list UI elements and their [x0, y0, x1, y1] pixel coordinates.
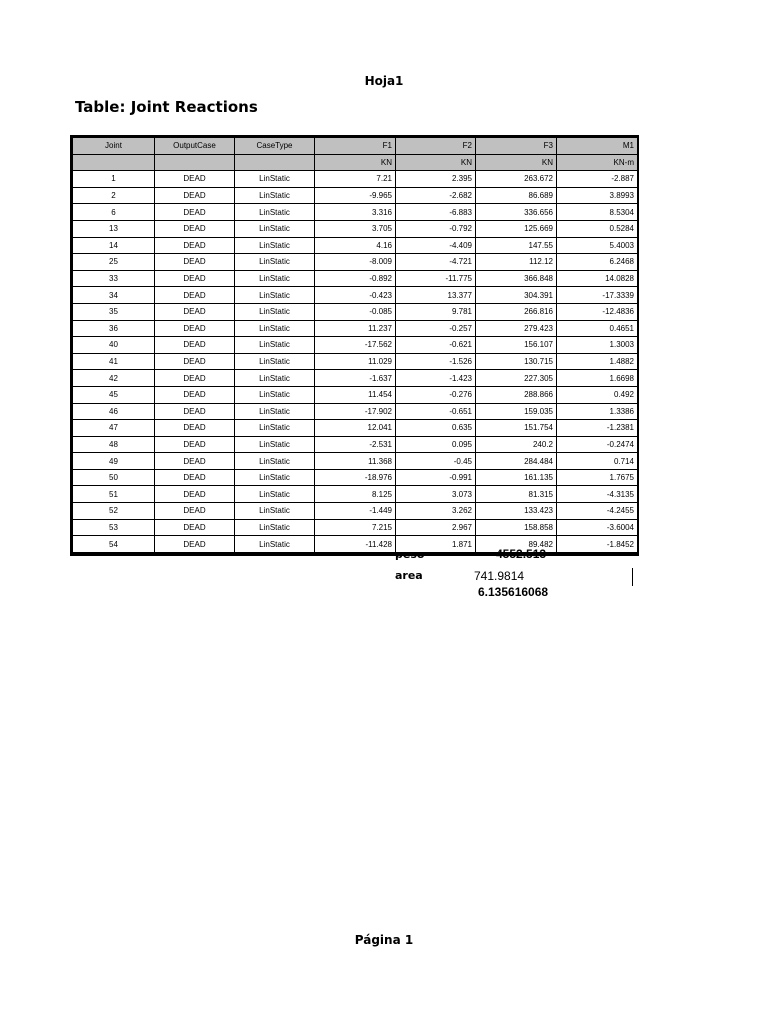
cell-joint: 14	[73, 237, 155, 254]
cell-output-case: DEAD	[155, 287, 235, 304]
cell-output-case: DEAD	[155, 420, 235, 437]
cell-f3: 284.484	[476, 453, 557, 470]
cell-f2: 0.635	[396, 420, 476, 437]
cell-output-case: DEAD	[155, 370, 235, 387]
cell-m1: -12.4836	[557, 303, 638, 320]
table-row	[73, 486, 638, 503]
cell-output-case: DEAD	[155, 536, 235, 553]
table-row	[73, 469, 638, 486]
cell-m1: -1.8452	[557, 536, 638, 553]
cell-f1: -18.976	[315, 469, 396, 486]
cell-m1: 1.3386	[557, 403, 638, 420]
cell-f3: 151.754	[476, 420, 557, 437]
cell-f2: -1.423	[396, 370, 476, 387]
cell-m1: 0.4651	[557, 320, 638, 337]
cell-f2: -0.45	[396, 453, 476, 470]
unit-f2: KN	[396, 154, 476, 171]
cell-case-type: LinStatic	[235, 320, 315, 337]
cell-output-case: DEAD	[155, 254, 235, 271]
cell-case-type: LinStatic	[235, 420, 315, 437]
cell-case-type: LinStatic	[235, 370, 315, 387]
joint-reactions-table	[70, 135, 639, 556]
cell-output-case: DEAD	[155, 220, 235, 237]
cell-f3: 89.482	[476, 536, 557, 553]
cell-f2: -6.883	[396, 204, 476, 221]
cell-joint: 35	[73, 303, 155, 320]
cell-output-case: DEAD	[155, 337, 235, 354]
cell-f3: 227.305	[476, 370, 557, 387]
cell-f1: -0.423	[315, 287, 396, 304]
cell-f2: -0.621	[396, 337, 476, 354]
cell-f2: -0.651	[396, 403, 476, 420]
cell-joint: 25	[73, 254, 155, 271]
table-row	[73, 320, 638, 337]
cell-f1: -17.562	[315, 337, 396, 354]
cell-case-type: LinStatic	[235, 204, 315, 221]
cell-f1: 11.237	[315, 320, 396, 337]
cell-f1: 11.029	[315, 353, 396, 370]
sheet-name: Hoja1	[364, 74, 404, 88]
cell-f1: -2.531	[315, 436, 396, 453]
cell-output-case: DEAD	[155, 386, 235, 403]
col-header-case-type: CaseType	[235, 138, 315, 155]
table-row	[73, 353, 638, 370]
cell-case-type: LinStatic	[235, 469, 315, 486]
cell-f1: -11.428	[315, 536, 396, 553]
cell-f3: 112.12	[476, 254, 557, 271]
col-header-joint: Joint	[73, 138, 155, 155]
cell-output-case: DEAD	[155, 270, 235, 287]
table-row	[73, 220, 638, 237]
cell-f3: 133.423	[476, 503, 557, 520]
cell-f2: 2.395	[396, 171, 476, 188]
area-label: area	[395, 569, 423, 582]
cell-m1: -1.2381	[557, 420, 638, 437]
cell-f2: 1.871	[396, 536, 476, 553]
cell-f2: 0.095	[396, 436, 476, 453]
cell-output-case: DEAD	[155, 453, 235, 470]
cell-f2: -0.991	[396, 469, 476, 486]
cell-output-case: DEAD	[155, 204, 235, 221]
cell-case-type: LinStatic	[235, 403, 315, 420]
cell-f1: 4.16	[315, 237, 396, 254]
cell-f1: 8.125	[315, 486, 396, 503]
cell-joint: 48	[73, 436, 155, 453]
cell-output-case: DEAD	[155, 303, 235, 320]
cell-joint: 36	[73, 320, 155, 337]
cell-case-type: LinStatic	[235, 337, 315, 354]
cell-joint: 6	[73, 204, 155, 221]
cell-output-case: DEAD	[155, 237, 235, 254]
cell-output-case: DEAD	[155, 436, 235, 453]
cell-f3: 240.2	[476, 436, 557, 453]
table-row	[73, 303, 638, 320]
cell-m1: -4.2455	[557, 503, 638, 520]
cell-case-type: LinStatic	[235, 536, 315, 553]
unit-case-type	[235, 154, 315, 171]
unit-joint	[73, 154, 155, 171]
cell-case-type: LinStatic	[235, 503, 315, 520]
table-row	[73, 403, 638, 420]
cell-m1: 3.8993	[557, 187, 638, 204]
cell-f1: 7.215	[315, 519, 396, 536]
cell-f1: -1.637	[315, 370, 396, 387]
unit-f1: KN	[315, 154, 396, 171]
cell-f3: 147.55	[476, 237, 557, 254]
cell-joint: 51	[73, 486, 155, 503]
cell-m1: 6.2468	[557, 254, 638, 271]
table-row	[73, 171, 638, 188]
cell-f1: 3.316	[315, 204, 396, 221]
cell-case-type: LinStatic	[235, 220, 315, 237]
cell-m1: -4.3135	[557, 486, 638, 503]
unit-output-case	[155, 154, 235, 171]
header-row	[73, 138, 638, 155]
cell-m1: -2.887	[557, 171, 638, 188]
col-header-f1: F1	[315, 138, 396, 155]
table-row	[73, 370, 638, 387]
cell-f2: 3.262	[396, 503, 476, 520]
cell-case-type: LinStatic	[235, 303, 315, 320]
table-row	[73, 204, 638, 221]
page-footer: Página 1	[354, 933, 414, 947]
cell-joint: 1	[73, 171, 155, 188]
cell-joint: 33	[73, 270, 155, 287]
cell-f2: -1.526	[396, 353, 476, 370]
cell-f1: -9.965	[315, 187, 396, 204]
cell-case-type: LinStatic	[235, 171, 315, 188]
peso-value: 4552.513	[496, 547, 547, 561]
ratio-value: 6.135616068	[478, 585, 549, 599]
cell-output-case: DEAD	[155, 353, 235, 370]
unit-f3: KN	[476, 154, 557, 171]
cell-m1: 5.4003	[557, 237, 638, 254]
cell-f2: -4.409	[396, 237, 476, 254]
cell-f1: 3.705	[315, 220, 396, 237]
cell-f3: 130.715	[476, 353, 557, 370]
table-row	[73, 270, 638, 287]
cell-f2: -0.276	[396, 386, 476, 403]
table-row	[73, 453, 638, 470]
cell-f2: -4.721	[396, 254, 476, 271]
cell-f1: -1.449	[315, 503, 396, 520]
cell-output-case: DEAD	[155, 519, 235, 536]
cell-f3: 159.035	[476, 403, 557, 420]
table-row	[73, 287, 638, 304]
cell-m1: 1.7675	[557, 469, 638, 486]
cell-f2: 9.781	[396, 303, 476, 320]
col-header-output-case: OutputCase	[155, 138, 235, 155]
unit-m1: KN-m	[557, 154, 638, 171]
col-header-m1: M1	[557, 138, 638, 155]
table-row	[73, 536, 638, 553]
cell-case-type: LinStatic	[235, 254, 315, 271]
cell-f1: 11.454	[315, 386, 396, 403]
cell-case-type: LinStatic	[235, 453, 315, 470]
cell-f2: 3.073	[396, 486, 476, 503]
cell-f2: 13.377	[396, 287, 476, 304]
table-row	[73, 237, 638, 254]
cell-f1: 7.21	[315, 171, 396, 188]
cell-f1: -0.085	[315, 303, 396, 320]
cell-f1: -0.892	[315, 270, 396, 287]
cell-case-type: LinStatic	[235, 386, 315, 403]
cell-m1: 14.0828	[557, 270, 638, 287]
table-row	[73, 420, 638, 437]
cell-f3: 156.107	[476, 337, 557, 354]
cell-case-type: LinStatic	[235, 270, 315, 287]
cell-f1: 11.368	[315, 453, 396, 470]
cell-f2: -0.257	[396, 320, 476, 337]
cell-f2: -2.682	[396, 187, 476, 204]
cell-case-type: LinStatic	[235, 187, 315, 204]
table-row	[73, 337, 638, 354]
table-row	[73, 519, 638, 536]
cell-f3: 304.391	[476, 287, 557, 304]
table-row	[73, 254, 638, 271]
cell-cursor	[632, 568, 633, 586]
cell-f3: 161.135	[476, 469, 557, 486]
cell-m1: 1.3003	[557, 337, 638, 354]
cell-case-type: LinStatic	[235, 353, 315, 370]
cell-f3: 288.866	[476, 386, 557, 403]
cell-f3: 263.672	[476, 171, 557, 188]
cell-joint: 34	[73, 287, 155, 304]
cell-case-type: LinStatic	[235, 519, 315, 536]
cell-output-case: DEAD	[155, 320, 235, 337]
cell-output-case: DEAD	[155, 469, 235, 486]
cell-f2: 2.967	[396, 519, 476, 536]
cell-joint: 50	[73, 469, 155, 486]
cell-joint: 52	[73, 503, 155, 520]
area-value: 741.9814	[474, 569, 525, 583]
cell-m1: 8.5304	[557, 204, 638, 221]
cell-m1: -0.2474	[557, 436, 638, 453]
cell-m1: -3.6004	[557, 519, 638, 536]
cell-output-case: DEAD	[155, 171, 235, 188]
cell-f3: 279.423	[476, 320, 557, 337]
cell-output-case: DEAD	[155, 403, 235, 420]
cell-case-type: LinStatic	[235, 237, 315, 254]
cell-m1: 1.6698	[557, 370, 638, 387]
cell-joint: 13	[73, 220, 155, 237]
col-header-f2: F2	[396, 138, 476, 155]
cell-f1: 12.041	[315, 420, 396, 437]
cell-m1: 0.714	[557, 453, 638, 470]
cell-case-type: LinStatic	[235, 436, 315, 453]
cell-f1: -17.902	[315, 403, 396, 420]
cell-m1: 1.4882	[557, 353, 638, 370]
cell-m1: -17.3339	[557, 287, 638, 304]
cell-case-type: LinStatic	[235, 287, 315, 304]
cell-m1: 0.492	[557, 386, 638, 403]
table-row	[73, 187, 638, 204]
cell-f3: 81.315	[476, 486, 557, 503]
table-row	[73, 436, 638, 453]
cell-joint: 49	[73, 453, 155, 470]
cell-joint: 53	[73, 519, 155, 536]
cell-m1: 0.5284	[557, 220, 638, 237]
cell-f3: 266.816	[476, 303, 557, 320]
cell-joint: 54	[73, 536, 155, 553]
cell-f2: -11.775	[396, 270, 476, 287]
table-title: Table: Joint Reactions	[75, 98, 258, 116]
table-row	[73, 503, 638, 520]
cell-output-case: DEAD	[155, 187, 235, 204]
cell-f3: 86.689	[476, 187, 557, 204]
cell-f2: -0.792	[396, 220, 476, 237]
cell-f1: -8.009	[315, 254, 396, 271]
cell-joint: 45	[73, 386, 155, 403]
cell-joint: 40	[73, 337, 155, 354]
cell-f3: 366.848	[476, 270, 557, 287]
units-row	[73, 154, 638, 171]
cell-f3: 336.656	[476, 204, 557, 221]
cell-f3: 158.858	[476, 519, 557, 536]
cell-case-type: LinStatic	[235, 486, 315, 503]
table-row	[73, 386, 638, 403]
cell-joint: 47	[73, 420, 155, 437]
cell-joint: 2	[73, 187, 155, 204]
peso-label: peso	[395, 548, 425, 561]
cell-output-case: DEAD	[155, 486, 235, 503]
cell-joint: 46	[73, 403, 155, 420]
cell-joint: 41	[73, 353, 155, 370]
cell-joint: 42	[73, 370, 155, 387]
col-header-f3: F3	[476, 138, 557, 155]
cell-f3: 125.669	[476, 220, 557, 237]
cell-output-case: DEAD	[155, 503, 235, 520]
